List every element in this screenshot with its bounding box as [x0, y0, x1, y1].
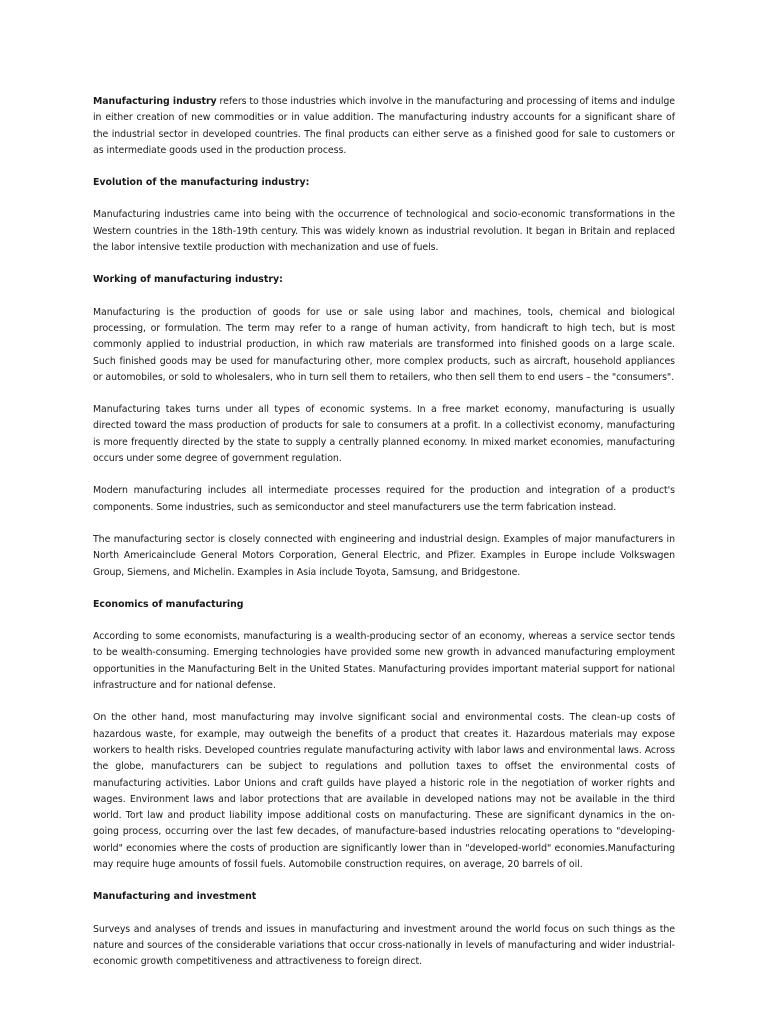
intro-paragraph: [93, 94, 675, 159]
intro-term: Manufacturing industry: [93, 96, 217, 107]
intro-text: refers to those industries which involve in the manufacturing and processing of items and indulge in either creation of new commodities or in value addition. The manufacturing industry accounts for a significant share of the industrial sector in developed countries. The final products can either serve as a finished good for sale to customers or as intermediate goods used in the production process.: [93, 96, 676, 156]
section-heading-investment: Manufacturing and investment: [93, 891, 257, 903]
section-heading-economics: Economics of manufacturing: [93, 598, 244, 610]
paragraph: Manufacturing takes turns under all types of economic systems. In a free market economy, manufacturing is usually directed toward the mass production of products for sale to consumers at a profit. In a collectivist economy, manufacturing is more frequently directed by the state to supply a centrally planned economy. In mixed market economies, manufacturing occurs under some degree of government regulation.: [93, 404, 675, 465]
paragraph: Manufacturing industries came into being with the occurrence of technological and socio-economic transformations in the Western countries in the 18th-19th century. This was widely known as industrial revolution. It began in Britain and replaced the labor intensive textile production with mechanization and use of fuels.: [93, 209, 675, 254]
section-heading-evolution: Evolution of the manufacturing industry:: [93, 177, 310, 189]
paragraph: Manufacturing is the production of goods for use or sale using labor and machines, tools, chemical and biological processing, or formulation. The term may refer to a range of human activity, from handicraft to high tech, but is most commonly applied to industrial production, in which raw materials are transformed into finished goods on a large scale. Such finished goods may be used for manufacturing other, more complex products, such as aircraft, household appliances or automobiles, or sold to wholesalers, who in turn sell them to retailers, who then sell them to end users – the "consumers".: [93, 306, 675, 383]
paragraph: According to some economists, manufacturing is a wealth-producing sector of an economy, whereas a service sector tends to be wealth-consuming. Emerging technologies have provided some new growth in advanced manufacturing employment opportunities in the Manufacturing Belt in the United States. Manufacturing provides important material support for national infrastructure and for national defense.: [93, 631, 675, 692]
paragraph: Modern manufacturing includes all intermediate processes required for the production and integration of a product's components. Some industries, such as semiconductor and steel manufacturers use the term fabrication instead.: [93, 485, 675, 513]
paragraph: On the other hand, most manufacturing may involve significant social and environmental costs. The clean-up costs of hazardous waste, for example, may outweigh the benefits of a product that creates it. Hazardous materials may expose workers to health risks. Developed countries regulate manufacturing activity with labor laws and environmental laws. Across the globe, manufacturers can be subject to regulations and pollution taxes to offset the environmental costs of manufacturing activities. Labor Unions and craft guilds have played a historic role in the negotiation of worker rights and wages. Environment laws and labor protections that are available in developed nations may not be available in the third world. Tort law and product liability impose additional costs on manufacturing. These are significant dynamics in the on-going process, occurring over the last few decades, of manufacture-based industries relocating operations to "developing-world" economies where the costs of production are significantly lower than in "developed-world" economies.Manufacturing may require huge amounts of fossil fuels. Automobile construction requires, on average, 20 barrels of oil.: [93, 712, 675, 870]
document-page: [93, 94, 675, 986]
section-heading-working: Working of manufacturing industry:: [93, 274, 283, 286]
paragraph: The manufacturing sector is closely connected with engineering and industrial design. Examples of major manufacturers in North Americainclude General Motors Corporation, General Electric, and Pfizer. Examples in Europe include Volkswagen Group, Siemens, and Michelin. Examples in Asia include Toyota, Samsung, and Bridgestone.: [93, 533, 675, 578]
paragraph: Surveys and analyses of trends and issues in manufacturing and investment around the world focus on such things as the nature and sources of the considerable variations that occur cross-nationally in levels of manufacturing and wider industrial-economic growth competitiveness and attractiveness to foreign direct.: [93, 923, 675, 968]
